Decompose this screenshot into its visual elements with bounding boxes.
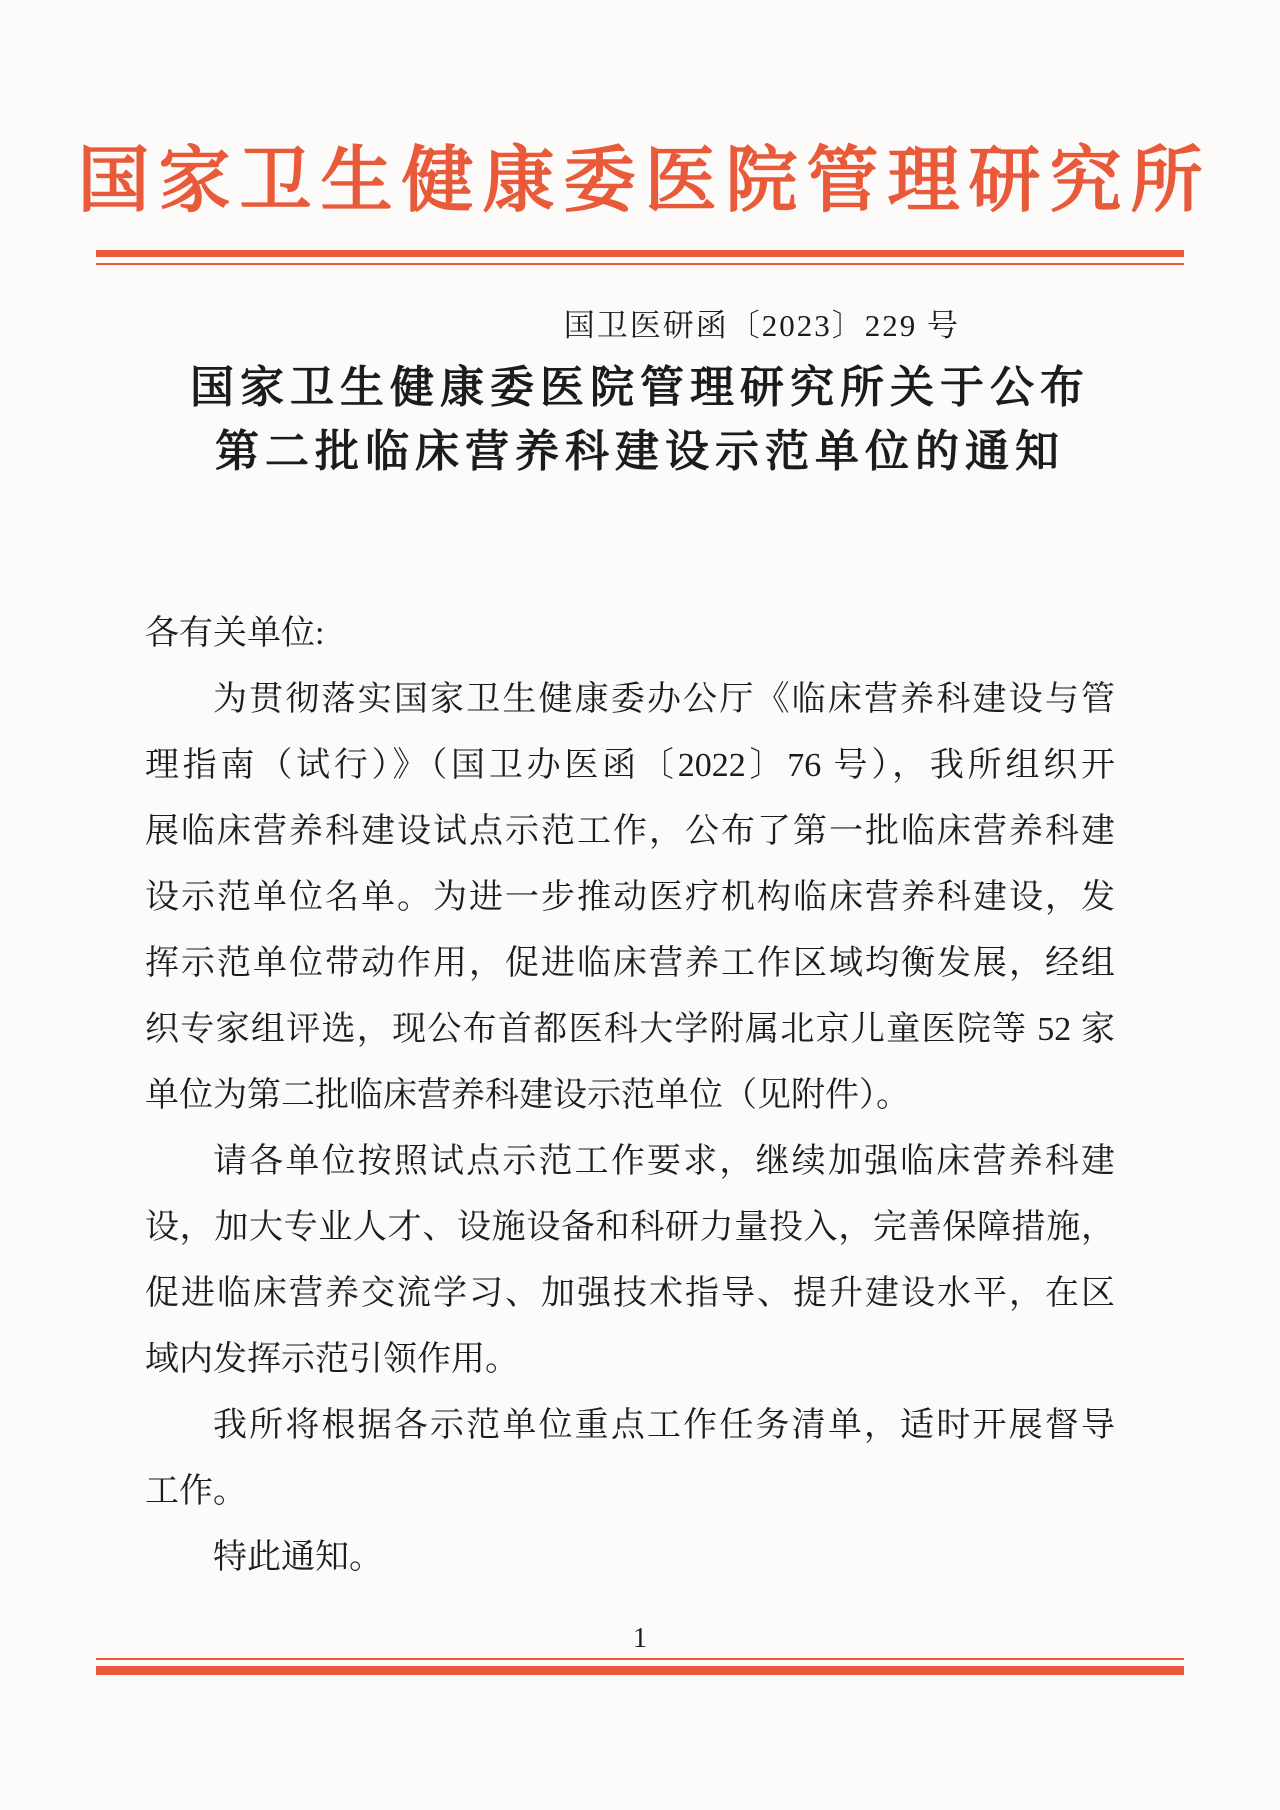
- header-divider-thick: [96, 250, 1184, 257]
- notice-title-line-2: 第二批临床营养科建设示范单位的通知: [215, 427, 1065, 476]
- paragraph-line: 请各单位按照试点示范工作要求，继续加强临床营养科建: [213, 1143, 1115, 1180]
- footer-divider-thick: [96, 1666, 1184, 1675]
- notice-body: [145, 601, 1115, 1591]
- paragraph-line: 工作。: [145, 1473, 247, 1510]
- paragraph-line: 织专家组评选，现公布首都医科大学附属北京儿童医院等 52 家: [145, 1011, 1115, 1048]
- paragraph-line: 设，加大专业人才、设施设备和科研力量投入，完善保障措施，: [145, 1209, 1115, 1246]
- notice-title: [0, 356, 1280, 484]
- paragraph-line: 促进临床营养交流学习、加强技术指导、提升建设水平，在区: [145, 1275, 1115, 1312]
- footer-divider-thin: [96, 1658, 1184, 1660]
- paragraph-line: 理指南（试行）》（国卫办医函〔2022〕76 号），我所组织开: [145, 747, 1115, 784]
- paragraph-line: 挥示范单位带动作用，促进临床营养工作区域均衡发展，经组: [145, 945, 1115, 982]
- letterhead-title: 国家卫生健康委医院管理研究所: [77, 141, 1212, 221]
- page-number: 1: [633, 1623, 647, 1654]
- paragraph-line: 域内发挥示范引领作用。: [145, 1341, 519, 1378]
- paragraph-line: 设示范单位名单。为进一步推动医疗机构临床营养科建设，发: [145, 879, 1115, 916]
- salutation: 各有关单位:: [145, 615, 325, 652]
- paragraph-line: 单位为第二批临床营养科建设示范单位（见附件）。: [145, 1077, 910, 1114]
- paragraph-line: 展临床营养科建设试点示范工作，公布了第一批临床营养科建: [145, 813, 1115, 850]
- paragraph-line: 我所将根据各示范单位重点工作任务清单，适时开展督导: [213, 1407, 1115, 1444]
- notice-title-line-1: 国家卫生健康委医院管理研究所关于公布: [190, 363, 1090, 412]
- document-number: 国卫医研函〔2023〕229 号: [563, 308, 960, 343]
- header-divider-thin: [96, 263, 1184, 265]
- paragraph-line: 为贯彻落实国家卫生健康委办公厅《临床营养科建设与管: [213, 681, 1115, 718]
- paragraph-line: 特此通知。: [213, 1539, 383, 1576]
